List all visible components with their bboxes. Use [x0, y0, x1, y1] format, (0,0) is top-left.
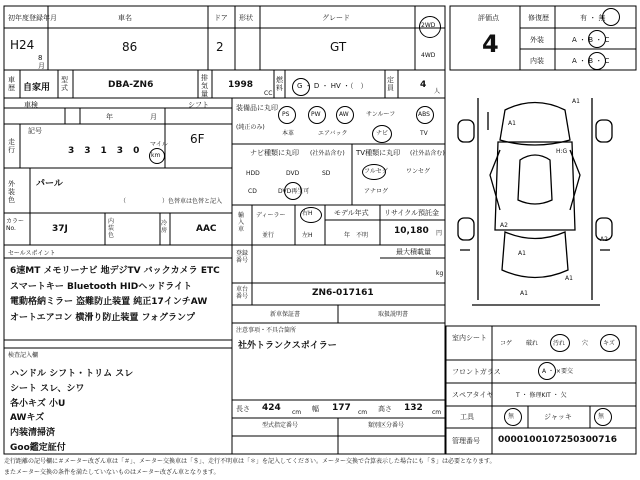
tv-type-label: TV種類に丸印	[356, 149, 401, 157]
score-label: 評価点	[478, 14, 499, 22]
diagram-mark: A1	[565, 275, 573, 282]
length-label: 長さ	[236, 405, 250, 413]
reg-year-label: 初年度登録年月	[8, 14, 57, 22]
import-parallel: 並行	[262, 232, 275, 239]
width-label: 幅	[312, 405, 319, 413]
drive: 2WD	[421, 22, 436, 29]
reg-year: H24	[10, 38, 35, 52]
seat-item: 穴	[582, 340, 589, 347]
type-no-label: 型式指定番号	[262, 422, 299, 429]
tv-type-sub: (社外品含む)	[410, 150, 445, 157]
footer-note: またメーター交換の条件を満たしていないものはメーター改ざん車となります。	[4, 469, 220, 476]
doors-label: ドア	[214, 14, 228, 22]
length: 424	[262, 403, 281, 413]
vin-label: 車台番号	[236, 286, 249, 300]
height: 132	[404, 403, 423, 413]
model-name-label: 車名	[118, 14, 132, 22]
nav-dvd: DVD	[286, 170, 300, 177]
repair-label: 修復歴	[528, 14, 549, 22]
import-label: 輸入車	[238, 212, 245, 233]
doors: 2	[216, 40, 224, 54]
exterior-options: A ・ B ・ C	[572, 36, 610, 44]
seat-item: 汚れ	[553, 340, 566, 347]
cm-unit: cm	[358, 409, 368, 416]
tools-value: 無	[508, 413, 515, 420]
equip-abs: ABS	[418, 111, 430, 118]
capacity-unit: 人	[434, 88, 441, 95]
km-label: km	[151, 152, 161, 159]
mgmt-label: 管理番号	[452, 437, 480, 445]
cc-unit: CC	[264, 90, 273, 97]
repair-options: 有 ・ 無	[580, 14, 606, 22]
interior-label: 内装	[530, 57, 544, 65]
inspect-label: 検査記入欄	[8, 352, 39, 359]
width: 177	[332, 403, 351, 413]
seat-item: コゲ	[500, 340, 513, 347]
model-name: 86	[122, 40, 138, 54]
usage-label: 車歴	[8, 76, 15, 92]
inspect-item: 各小キズ 小U	[10, 399, 66, 409]
nav-cd: CD	[248, 188, 257, 195]
spare-options: T ・ 修理KIT ・ 欠	[516, 392, 567, 399]
interior-options: A ・ B ・ C	[572, 57, 610, 65]
inspect-item: AWキズ	[10, 413, 45, 423]
odometer-digit: 3	[84, 146, 101, 156]
ac-label: 冷房	[161, 220, 168, 234]
mile-label: マイル	[150, 141, 168, 148]
cm-unit: cm	[292, 409, 302, 416]
seat-label: 室内シート	[452, 334, 487, 342]
import-dealer: ディーラー	[256, 212, 286, 219]
color-code-label: カラーNo.	[6, 218, 25, 232]
displacement: 1998	[228, 80, 254, 90]
glass-options: A ・ ×要交	[542, 368, 573, 375]
odometer-digit: 3	[68, 146, 85, 156]
color-code: 37J	[52, 224, 68, 234]
diagram-mark: A1	[572, 98, 580, 105]
sales-point: 6速MT メモリーナビ 地デジTV バックカメラ ETC	[10, 266, 220, 276]
equip-sunroof: サンルーフ	[366, 111, 396, 118]
fuel-label: 燃料	[276, 76, 283, 92]
capacity-label: 定員	[387, 76, 394, 92]
diagram-mark: A1	[520, 290, 528, 297]
reg-month-unit: 月	[38, 62, 45, 70]
footer-note: 走行距離の記号欄に＃メーター改ざん車は「＃」、メーター交換車は「＄」、走行不明車は「＊」を記入してください。メーター交換で合算表示した場合にも「＄」は必要となります。	[4, 458, 496, 465]
nav-dvd-play: DVD再生可	[278, 188, 310, 195]
color-label: 外装色	[8, 180, 15, 204]
notes: 社外トランクスポイラー	[238, 341, 337, 351]
spare-label: スペアタイヤ	[452, 391, 494, 399]
equipment-sub: (純正のみ)	[236, 124, 265, 131]
diagram-mark: A1	[518, 250, 526, 257]
ac-value: AAC	[196, 224, 217, 234]
equip-tv: TV	[420, 130, 428, 137]
handle-right: 右H	[302, 210, 313, 217]
kg-unit: kg	[436, 270, 444, 277]
manual: 取扱説明書	[378, 311, 409, 318]
sales-label: セールスポイント	[8, 250, 56, 257]
nav-type-label: ナビ種類に丸印	[250, 149, 299, 157]
jack-label: ジャッキ	[544, 413, 572, 421]
equip-leather: 本革	[282, 130, 295, 137]
inspect-item: シート スレ、シワ	[10, 384, 85, 394]
inspect-item: 内装清掃済	[10, 428, 56, 438]
diagram-mark: A1	[508, 120, 516, 127]
displacement-label: 排気量	[201, 74, 208, 98]
equip-ps: PS	[282, 111, 290, 118]
notes-label: 注意事項・不具合箇所	[236, 327, 297, 334]
odometer-digit: 3	[116, 146, 134, 156]
class-no-label: 類別区分番号	[368, 422, 405, 429]
recycle-label: リサイクル預託金	[384, 209, 440, 217]
color-value: パール	[36, 179, 63, 189]
distance-label: 走行	[8, 138, 15, 154]
recycle: 10,180	[394, 226, 429, 236]
mgmt-value: 0000100107250300716	[498, 435, 617, 445]
exterior-circle	[588, 30, 606, 48]
model-year-label: モデル年式	[334, 209, 369, 217]
height-label: 高さ	[378, 405, 392, 413]
diagram-mark: A2	[600, 236, 608, 243]
tv-oneseg: ワンセグ	[406, 168, 431, 175]
odometer-digits	[68, 146, 149, 156]
shift: 6F	[190, 132, 205, 146]
odometer-digit: 0	[133, 146, 150, 156]
nav-type-sub: (社外品含む)	[310, 150, 345, 157]
tv-fullseg: フルセグ	[364, 168, 388, 175]
tv-analog: アナログ	[364, 188, 389, 195]
grade-label: グレード	[322, 14, 350, 22]
type: DBA-ZN6	[108, 80, 154, 90]
sales-point: スマートキー Bluetooth HIDヘッドライト	[10, 282, 193, 292]
equip-airbag: エアバック	[318, 130, 348, 137]
equipment-label: 装備品に丸印	[236, 104, 278, 112]
reg-month: 8	[38, 54, 43, 62]
color-note: （ ）色替車は色替と記入	[120, 198, 223, 205]
model-year: 年 不明	[344, 232, 369, 239]
sales-point: 電動格納ミラー 盗難防止装置 純正17インチAW	[10, 297, 208, 307]
repair-circle	[602, 8, 620, 26]
usage: 自家用	[23, 83, 51, 93]
diagram-mark: H:G	[556, 148, 568, 155]
inspection-label: 車検	[24, 101, 38, 109]
equip-nav: ナビ	[376, 130, 389, 137]
shape-label: 形状	[239, 14, 253, 22]
grade: GT	[330, 40, 347, 54]
type-label: 型式	[61, 76, 68, 92]
exterior-label: 外装	[530, 36, 544, 44]
sales-point: オートエアコン 横滑り防止装置 フォグランプ	[10, 313, 196, 323]
year-unit: 年	[106, 113, 113, 121]
vin: ZN6-017161	[312, 288, 374, 298]
car-diagram	[458, 98, 612, 305]
equip-aw: AW	[339, 111, 349, 118]
nav-hdd: HDD	[246, 170, 260, 177]
tools-label: 工具	[460, 413, 474, 421]
max-load-label: 最大積載量	[396, 248, 431, 256]
cm-unit: cm	[432, 409, 442, 416]
yen-unit: 円	[436, 230, 443, 237]
inspect-item: Goo鑑定証付	[10, 443, 66, 453]
seat-item: キズ	[603, 340, 615, 347]
diagram-mark: A2	[500, 222, 508, 229]
handle-left: 左H	[302, 232, 313, 239]
seat-item: 破れ	[526, 340, 539, 347]
interior-circle	[588, 52, 606, 70]
interior-color-label: 内装色	[108, 218, 115, 239]
inspect-item: ハンドル シフト・トリム スレ	[10, 369, 134, 379]
reg-no-label: 登録番号	[236, 250, 249, 264]
month-unit: 月	[150, 113, 157, 121]
score: 4	[482, 30, 499, 58]
drive-alt: 4WD	[421, 52, 436, 59]
nav-sd: SD	[322, 170, 331, 177]
glass-label: フロントガラス	[452, 368, 501, 376]
shift-label: シフト	[188, 101, 209, 109]
new-warranty: 新車保証書	[270, 311, 301, 318]
jack-value: 無	[598, 413, 605, 420]
capacity: 4	[420, 80, 427, 90]
record-label: 記号	[28, 127, 42, 135]
odometer-digit: 1	[100, 146, 117, 156]
equip-pw: PW	[311, 111, 321, 118]
fuel-options: G ・ D ・ HV ・（ ）	[297, 82, 368, 90]
